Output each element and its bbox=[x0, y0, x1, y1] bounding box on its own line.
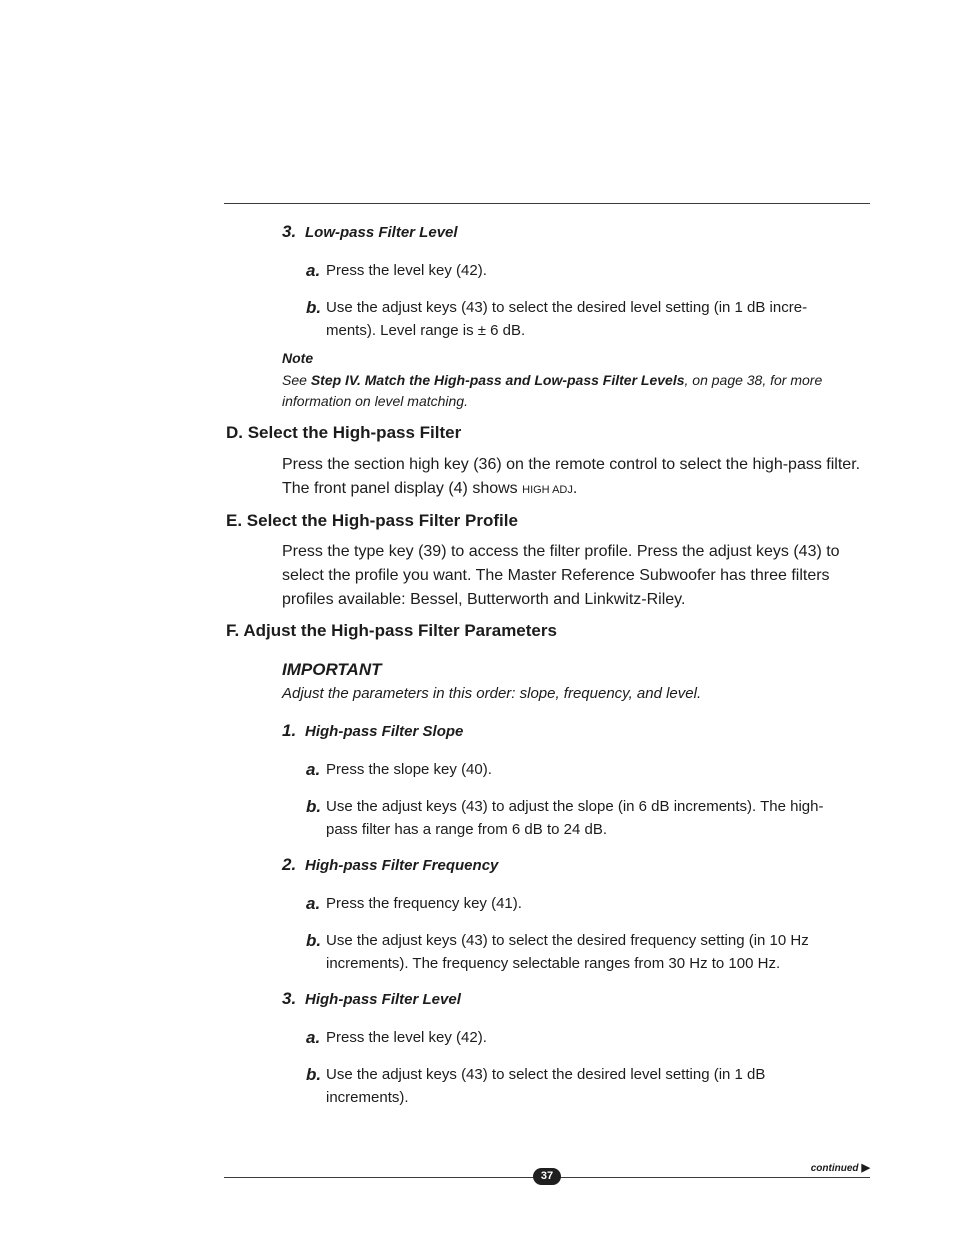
section-d-paragraph bbox=[282, 453, 864, 502]
substep-text: Press the slope key (40). bbox=[326, 761, 492, 778]
substep-b bbox=[306, 296, 836, 342]
substep-letter: b. bbox=[306, 298, 322, 317]
note-text bbox=[282, 370, 872, 412]
section-d-end: . bbox=[572, 480, 578, 497]
step-title: Low-pass Filter Level bbox=[305, 224, 458, 241]
step-number: 2. bbox=[282, 855, 297, 874]
substep-text: Press the frequency key (41). bbox=[326, 895, 522, 912]
substep-b bbox=[306, 929, 851, 975]
substep-a bbox=[306, 892, 836, 915]
note-suffix: , on page 38, for more information on level matching. bbox=[282, 372, 823, 409]
important-text: Adjust the parameters in this order: slope, frequency, and level. bbox=[282, 685, 702, 702]
substep-b bbox=[306, 795, 836, 841]
substep-text: Use the adjust keys (43) to select the desired level setting (in 1 dB increments). bbox=[326, 1066, 766, 1106]
page-number: 37 bbox=[533, 1168, 561, 1185]
substep-text: Use the adjust keys (43) to adjust the slope (in 6 dB increments). The high-pass filter has a range from 6 dB to 24 dB. bbox=[326, 798, 824, 838]
substep-letter: b. bbox=[306, 1065, 322, 1084]
step-title: High-pass Filter Frequency bbox=[305, 857, 499, 874]
top-rule bbox=[224, 203, 870, 204]
substep-letter: a. bbox=[306, 1028, 321, 1047]
substep-letter: b. bbox=[306, 931, 322, 950]
substep-text: Use the adjust keys (43) to select the desired level setting (in 1 dB incre-ments). Level range is ± 6 dB. bbox=[326, 299, 808, 339]
substep-a bbox=[306, 758, 836, 781]
step-number: 3. bbox=[282, 989, 297, 1008]
note-reference: Step IV. Match the High-pass and Low-pass Filter Levels bbox=[310, 372, 685, 388]
step-number: 3. bbox=[282, 222, 297, 241]
substep-text: Use the adjust keys (43) to select the desired frequency setting (in 10 Hz increments). The frequency selectable ranges from 30 Hz to 100 Hz. bbox=[326, 932, 809, 972]
substep-b bbox=[306, 1063, 811, 1109]
section-heading-f: F. Adjust the High-pass Filter Parameters bbox=[226, 621, 557, 640]
continued-indicator bbox=[760, 1161, 870, 1174]
step-number: 1. bbox=[282, 721, 297, 740]
step-title: High-pass Filter Slope bbox=[305, 723, 464, 740]
play-arrow-icon: ▶ bbox=[861, 1162, 870, 1174]
substep-text: Press the level key (42). bbox=[326, 262, 487, 279]
note-label: Note bbox=[282, 350, 314, 366]
substep-letter: a. bbox=[306, 894, 321, 913]
substep-text: Press the level key (42). bbox=[326, 1029, 487, 1046]
section-heading-e: E. Select the High-pass Filter Profile bbox=[226, 511, 518, 530]
display-readout: HIGH ADJ bbox=[522, 484, 573, 496]
section-e-paragraph: Press the type key (39) to access the filter profile. Press the adjust keys (43) to select the profile you want. The Master Reference Subwoofer has three filters profiles available: Bessel, Butterworth and Linkwitz-Riley. bbox=[282, 543, 840, 608]
continued-label: continued bbox=[810, 1163, 859, 1174]
step-title: High-pass Filter Level bbox=[305, 991, 461, 1008]
substep-a bbox=[306, 259, 836, 282]
substep-letter: a. bbox=[306, 261, 321, 280]
substep-letter: b. bbox=[306, 797, 322, 816]
section-heading-d: D. Select the High-pass Filter bbox=[226, 423, 462, 442]
substep-letter: a. bbox=[306, 760, 321, 779]
important-label: IMPORTANT bbox=[282, 660, 382, 679]
note-prefix: See bbox=[282, 372, 311, 388]
substep-a bbox=[306, 1026, 836, 1049]
section-d-text: Press the section high key (36) on the remote control to select the high-pass filter. The front panel display (4) shows bbox=[282, 456, 861, 497]
